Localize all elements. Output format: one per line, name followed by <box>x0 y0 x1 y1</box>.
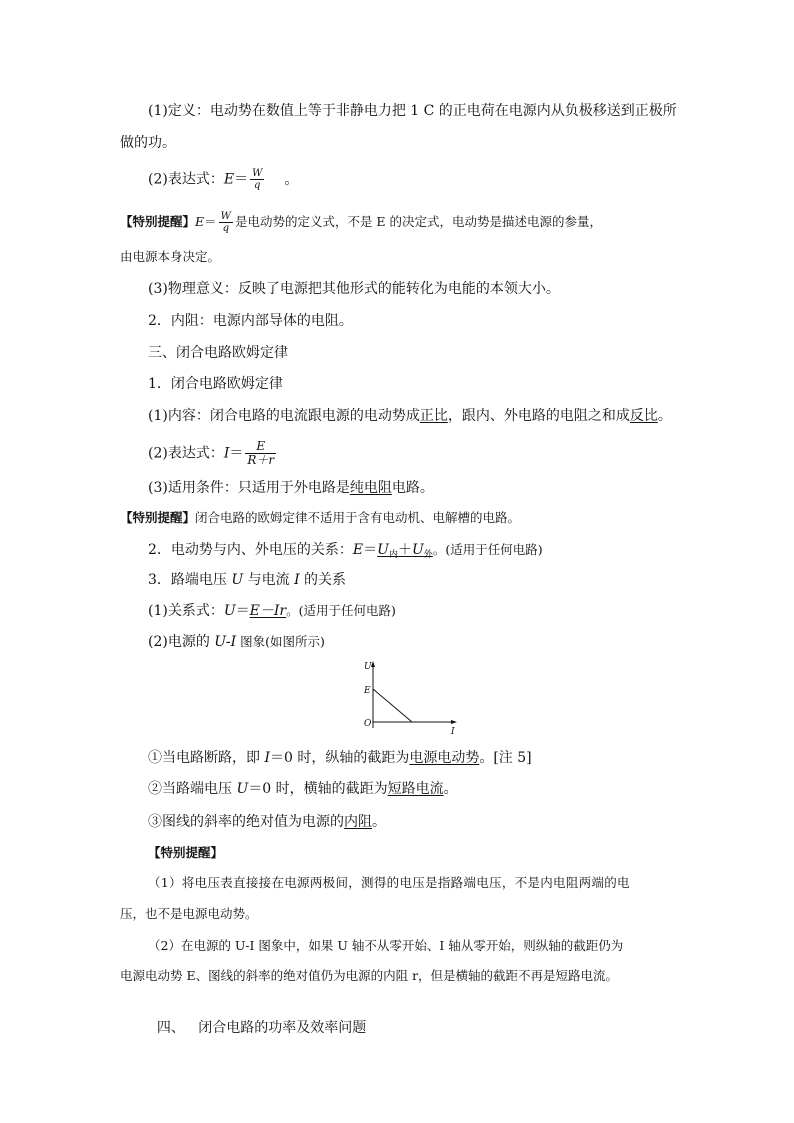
x-axis-label: I <box>451 727 455 737</box>
section-heading-4: 四、 闭合电路的功率及效率问题 <box>156 1020 367 1036</box>
x-axis-arrow <box>451 720 457 724</box>
intercept-label: E <box>364 686 371 696</box>
ui-line <box>373 689 412 722</box>
law-title: 1．闭合电路欧姆定律 <box>148 376 283 392</box>
ohm-fraction: $\frac{E}{R+r}$ <box>247 439 275 467</box>
relation-formula: (1)关系式：U＝E－Ir。(适用于任何电路) <box>148 603 396 619</box>
applicable-condition: (3)适用条件：只适用于外电路是纯电阻电路。 <box>148 480 434 496</box>
y-axis-label: U <box>364 662 372 672</box>
origin-label: O <box>364 719 372 729</box>
ohm-expression: (2)表达式：I＝ $\frac{E}{R+r}$ <box>148 439 275 467</box>
y-axis-arrow <box>371 661 375 667</box>
internal-resistance: 2．内阻：电源内部导体的电阻。 <box>148 313 353 329</box>
special-reminder-2: 【特别提醒】闭合电路的欧姆定律不适用于含有电动机、电解槽的电路。 <box>120 510 521 525</box>
case-2: ②当路端电压 U＝0 时，横轴的截距为短路电流。 <box>148 781 458 797</box>
special-reminder-1: 【特别提醒】E＝ $\frac{W}{q}$ 是电动势的定义式，不是 E 的决定式，电动势是描述电源的参量， <box>120 211 603 234</box>
definition-line <box>148 101 677 121</box>
special-reminder-1-cont: 由电源本身决定。 <box>120 249 221 264</box>
ui-graph <box>360 658 464 738</box>
case-1: ①当电路断路，即 I＝0 时，纵轴的截距为电源电动势。[注 5] <box>148 750 532 766</box>
emf-fraction: $\frac{W}{q}$ <box>252 168 263 191</box>
reminder-tag: 【特别提醒】 <box>120 214 196 229</box>
case-3: ③图线的斜率的绝对值为电源的内阻。 <box>148 814 386 830</box>
law-content: (1)内容：闭合电路的电流跟电源的电动势成正比，跟内、外电路的电阻之和成反比。 <box>148 408 672 424</box>
reminder-item-1-cont: 压，也不是电源电动势。 <box>120 906 258 921</box>
reminder-item-1: （1）将电压表直接接在电源两极间，测得的电压是指路端电压，不是内电阻两端的电 <box>148 875 630 890</box>
terminal-voltage-heading: 3．路端电压 U 与电流 I 的关系 <box>148 572 347 588</box>
definition-text: (1)定义：电动势在数值上等于非静电力把 1 C 的正电荷在电源内从负极移送到正极所 <box>148 103 677 119</box>
emf-voltage-relation: 2．电动势与内、外电压的关系：$E=U_内+U_外$。(适用于任何电路) <box>148 542 543 560</box>
physical-meaning: (3)物理意义：反映了电源把其他形式的能转化为电能的本领大小。 <box>148 281 560 297</box>
definition-line-cont: 做的功。 <box>120 135 176 151</box>
reminder-item-2: （2）在电源的 U-I 图象中，如果 U 轴不从零开始、I 轴从零开始，则纵轴的截距仍为 <box>148 938 624 953</box>
reminder-item-2-cont: 电源电动势 E、图线的斜率的绝对值仍为电源的内阻 r，但是横轴的截距不再是短路电流。 <box>120 968 619 983</box>
special-reminder-3: 【特别提醒】 <box>148 845 224 860</box>
section-heading-3: 三、闭合电路欧姆定律 <box>148 345 288 361</box>
ui-graph-heading: (2)电源的 U-I 图象(如图所示) <box>148 634 325 650</box>
emf-expression: (2)表达式：E＝ $\frac{W}{q}$ 。 <box>148 168 299 191</box>
